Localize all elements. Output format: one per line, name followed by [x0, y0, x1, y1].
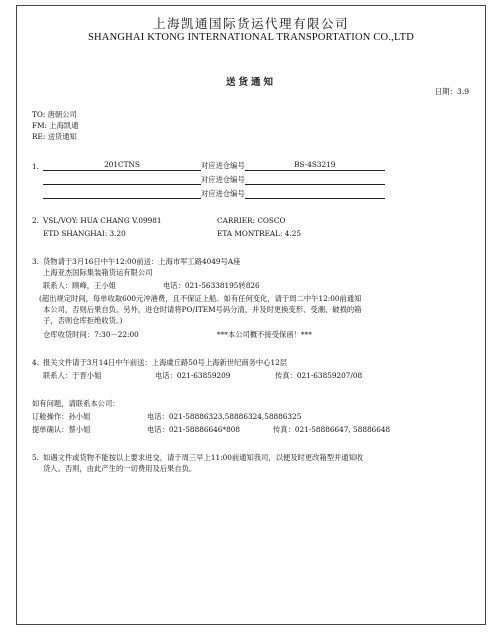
section1-row [43, 174, 385, 185]
notice-line: (超出规定时间，每单收取600元冲港费，且不保证上船。如有任何变化，请于周二中午12:00前通知 [39, 294, 362, 303]
document-page [16, 5, 486, 625]
section4-number: 4. [32, 358, 39, 367]
warehouse-number-label: 对应进仓编号 [201, 189, 245, 198]
warehouse-number-label: 对应进仓编号 [201, 161, 245, 170]
notice-line: 本公司，否则后果自负。另外，进仓时请将PO/ITEM号码分清，并及时更换变形、受潮、破损的箱 [43, 305, 362, 314]
eta: ETA MONTREAL: 4.25 [217, 229, 302, 238]
document-date: 日期：3.9 [434, 87, 469, 96]
bl-fax: 传真：021-58886647, 58886648 [273, 425, 391, 434]
company-name-cn: 上海凯通国际货运代理有限公司 [152, 16, 349, 31]
section2-number: 2. [32, 216, 39, 225]
warehouse-number-field [245, 174, 385, 185]
from-line: FM: 上海凯通 [32, 121, 79, 130]
delivery-instruction: 货物请于3月16日中午12:00前送：上海市军工路4049号A座 [43, 257, 241, 266]
warehouse-hours: 仓库收货时间：7:30－22:00 [43, 330, 139, 339]
goods-quantity-field [43, 188, 201, 199]
carrier: CARRIER: COSCO [217, 216, 286, 225]
change-notice-line: 货人。否则，由此产生的一切费用及后果自负。 [43, 464, 197, 473]
customs-phone: 电话：021-63859209 [155, 371, 231, 380]
warehouse-number-label: 对应进仓编号 [201, 175, 245, 184]
customs-fax: 传真：021-63859207/08 [275, 371, 363, 380]
goods-quantity-field: 201CTNS [43, 160, 201, 171]
company-name-en: SHANGHAI KTONG INTERNATIONAL TRANSPORTATION CO.,LTD [87, 32, 415, 43]
etd: ETD SHANGHAI: 3.20 [43, 229, 126, 238]
customs-contact: 联系人：于晋小姐 [43, 371, 102, 380]
booking-contact: 订舱操作：孙小姐 [32, 412, 91, 421]
change-notice-line: 如遇文件或货物不能按以上要求进交，请于周三早上11:00前通知我司，以便及时更改箱型并通知收 [43, 453, 364, 462]
bl-contact: 提单确认：蔡小姐 [32, 425, 91, 434]
re-line: RE: 送货通知 [32, 132, 77, 141]
customs-docs-instruction: 报关文件请于3月14日中午前送：上海虞丘路50号上海新世纪商务中心12层 [43, 358, 288, 367]
booking-phone: 电话：021-58886323,58886324,58886325 [147, 412, 302, 421]
warehouse-company: 上海亚杰国际集装箱货运有限公司 [43, 268, 153, 277]
section5-number: 5. [32, 453, 39, 462]
warehouse-contact: 联系人：顾峰，王小姐 [43, 281, 116, 290]
warehouse-number-field [245, 188, 385, 199]
notice-line: 子，否则仓库拒绝收货。) [43, 316, 123, 325]
goods-quantity-field [43, 174, 201, 185]
section1-row [43, 188, 385, 199]
bl-phone: 电话：021-58886646*808 [147, 425, 240, 434]
section1-row [43, 160, 385, 171]
contact-heading: 如有问题，请联系本公司： [32, 399, 120, 408]
section1-number: 1. [32, 162, 39, 171]
vessel-voyage: VSL/VOY: HUA CHANG V.09981 [43, 216, 162, 225]
section3-number: 3. [32, 257, 39, 266]
no-insurance-notice: ***本公司概不接受保函！*** [217, 330, 312, 339]
warehouse-phone: 电话：021-56338195转826 [163, 281, 260, 290]
to-line: TO: 唐朝公司 [32, 110, 77, 119]
document-title: 送货通知 [225, 77, 276, 88]
warehouse-number-field: BS-4S3219 [245, 160, 385, 171]
